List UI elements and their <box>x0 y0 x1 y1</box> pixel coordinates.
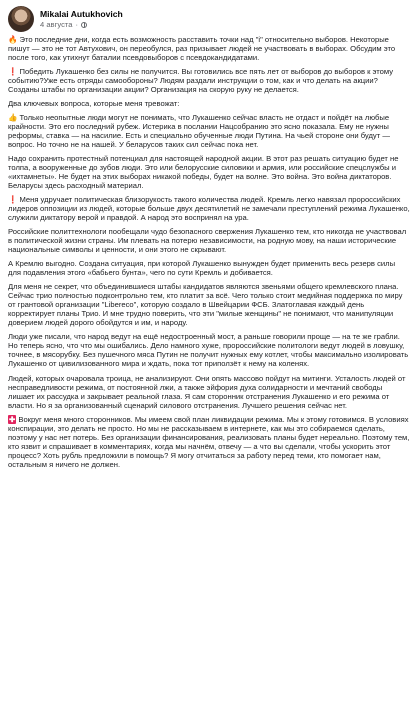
post-body <box>8 35 410 469</box>
paragraph-text: Вокруг меня много сторонников. Мы имеем свой план ликвидации режима. Мы к этому готовимся. В условиях конспирации, это делать не просто. Но мы не рассказываем в интернете, как мы это собираемся сделать, поэтому у нас нет потерь. Без организации финансирования, реализовать планы будет нереально. Поэтому тем, кто язвит и спрашивает в комментариях, когда мы начнём, отвечу — а что вы сделали, чтобы ускорить этот процесс? Хоть рубль предложили в помощь? Я могу отчитаться за работу перед теми, кто помогает нам, остальным я ничего не должен. <box>8 414 410 469</box>
post-paragraph <box>8 35 410 62</box>
post-paragraph <box>8 415 410 469</box>
exclamation-icon: ❗ <box>8 195 18 205</box>
post-paragraph <box>8 195 410 222</box>
post-paragraph <box>8 282 410 327</box>
exclamation-icon: ❗ <box>8 67 18 77</box>
paragraph-text: Победить Лукашенко без силы не получится. Вы готовились все пять лет от выборов до выборов к этому событию?Уже есть отряды самообороны? Людям раздали инструкции о том, как и что делать на акции? Созданы штабы по организации акции? Организация на скорую руку не делается. <box>8 67 394 95</box>
post-paragraph <box>8 332 410 368</box>
paragraph-text: Люди уже писали, что народ ведут на ещё недостроенный мост, а раньше говорили проще — на те же грабли. Но теперь ясно, что что мы ошибались. Дело намного хуже, пророссийские политологи ведут людей в ловушку, точнее, в мясорубку. Без пушечного мяса Путин не получит нужных ему котлет, чтобы максимально изолировать Лукашенко от цивилизованного мира и ждать, пока тот приползёт к нему на коленях. <box>8 332 409 369</box>
thumbs-up-icon: 👍 <box>8 113 18 123</box>
paragraph-text: Только неопытные люди могут не понимать, что Лукашенко сейчас власть не отдаст и пойдёт на любые крайности. Это его последний рубеж. Истерика в послании Нацсобранию это ясно показала. Ему не нужны реформы, ставка — на насилие. Есть и специально обученные люди Путина. На чьей стороне они будут — вопрос. Но точно не на нашей. У беларусов таких сил сейчас пока нет. <box>8 113 390 150</box>
post-meta <box>40 10 123 29</box>
post-paragraph <box>8 374 410 410</box>
fire-icon: 🔥 <box>8 35 18 44</box>
paragraph-text: Надо сохранить протестный потенциал для настоящей народной акции. В этот раз решать ситуацию будет не толпа, а вооруженные до зубов люди. Это или белорусские силовики и армия, или российские спецслужбы и «ихтамнеты». Не будет на этих выборах никакой победы, будет на волне. Это война. Это война диктаторов. Беларусы здесь расходный материал. <box>8 154 399 191</box>
post-paragraph <box>8 67 410 94</box>
paragraph-text: Это последние дни, когда есть возможность расставить точки над "і" относительно выборов. Некоторые пишут — это не тот Автухович, он переобулся, раз призывает людей не участвовать в выборах. Обсудим это после того, как утихнут баталии псевдовыборов с псевдокандидатами. <box>8 35 396 63</box>
paragraph-text: Людей, которых очаровала троица, не анализируют. Они опять массово пойдут на митинги. Усталость людей от несправедливости режима, от постоянной лжи, а также эйфория духа солидарности и мечтаний свободы лишает их рассудка и закрывает реальной глаза. Я сам сторонник отстранения Лукашенко и его режима от власти. Но я за организованный сценарий силового отстранения. Лучшего решения сейчас нет. <box>8 373 406 410</box>
post-paragraph <box>8 113 410 149</box>
paragraph-text: Для меня не секрет, что объединившиеся штабы кандидатов являются звеньями общего кремлевского плана. Сейчас трио полностью подконтрольно тем, кто платит за всё. Чего только стоит медийная поддержка по миру от грантовой организации "Libereco", которую создало в Швейцарии ФСБ. Златоглавая каждый день корректирует планы Трио. И мне трудно поверить, что эти "милые женщины" не понимают, что манипуляции доверием людей дорого обойдутся и им, и народу. <box>8 282 403 328</box>
paragraph-text: Два ключевых вопроса, которые меня тревожат: <box>8 99 180 109</box>
post-date-row <box>40 21 123 29</box>
post-paragraph <box>8 227 410 254</box>
post-paragraph <box>8 154 410 190</box>
author-avatar[interactable] <box>8 6 34 32</box>
globe-icon <box>81 22 87 28</box>
post-paragraph <box>8 259 410 277</box>
post-header <box>8 4 410 34</box>
author-name[interactable]: Mikalai Autukhovich <box>40 8 123 19</box>
post-date[interactable]: 4 августа <box>40 19 73 29</box>
paragraph-text: Российские политтехнологи пообещали чудо безопасного свержения Лукашенко тем, кто никогда не участвовал в политической жизни страны. Им плевать на потерю независимости, на родную мову, на наши исторические национальные символы и ценности, и они этого не скрывают. <box>8 227 407 255</box>
date-separator: · <box>75 19 79 29</box>
paragraph-text: Меня удручает политическая близорукость такого количества людей. Кремль легко навязал пророссийских лидеров оппозиции из людей, которые больше двух десятилетий не замечали преступлений режима Лукашенко, служили диктатору верой и правдой. А народ это воспринял на ура. <box>8 195 410 223</box>
plus-icon: ✚ <box>9 414 16 424</box>
post-paragraph <box>8 99 410 108</box>
paragraph-text: А Кремлю выгодно. Создана ситуация, при которой Лукашенко вынужден будет применить весь резерв силы для подавления этого «бабьего бунта», чего по сути Кремль и добивается. <box>8 259 396 278</box>
